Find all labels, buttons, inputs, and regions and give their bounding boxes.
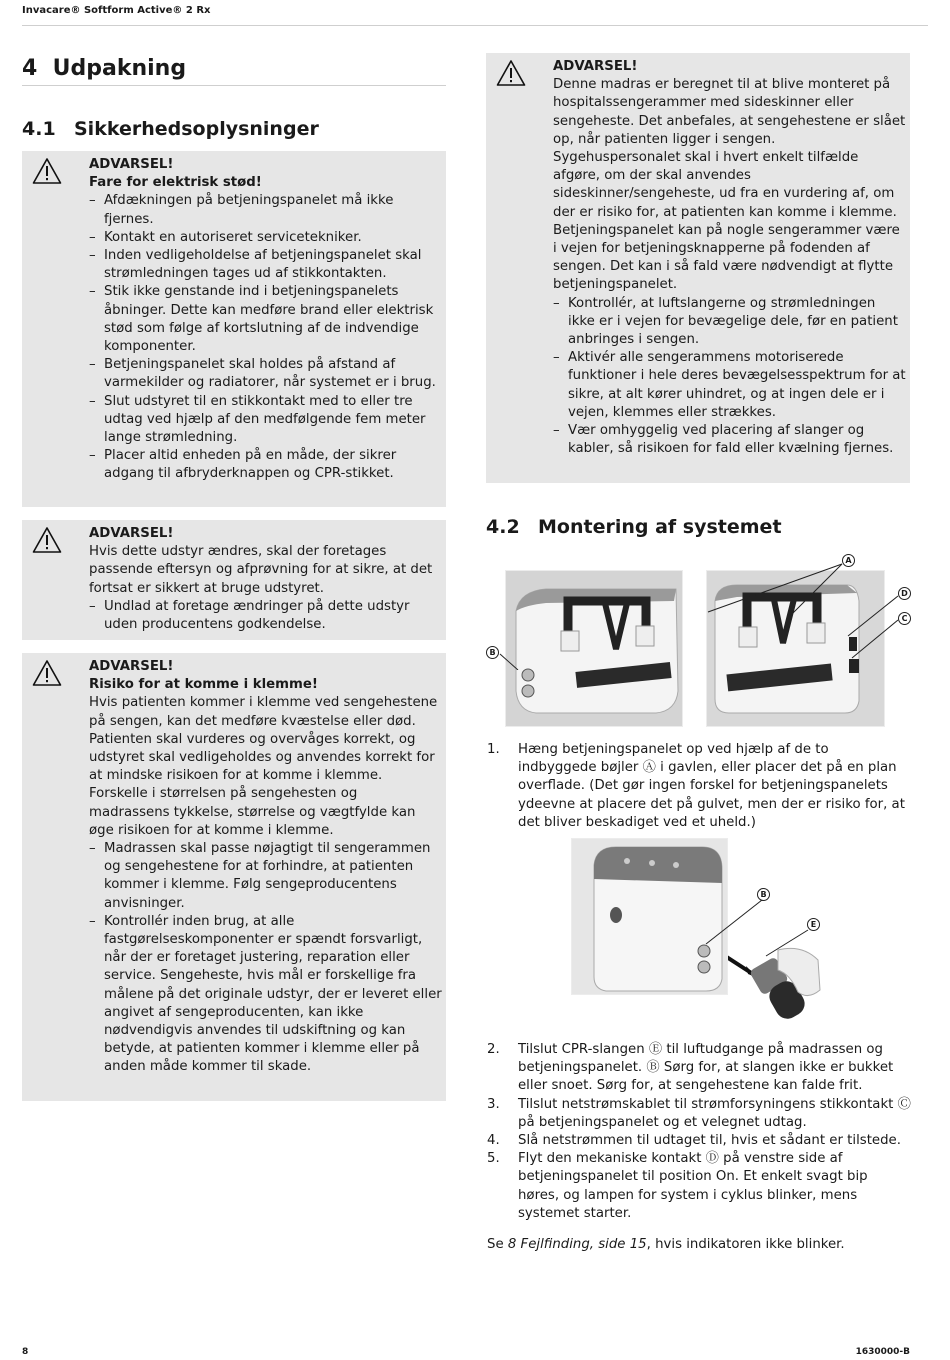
- warning-triangle-icon: [496, 59, 526, 87]
- warning-triangle-icon: [32, 157, 62, 185]
- callout-leader-lines: [700, 890, 820, 960]
- warning-list-item: – Aktivér alle sengerammens motoriserede funktioner i hele deres bevægelsesspektrum for at sikre, at alt kører uhindret, og at ingen dele er i vejen, klemmes eller strækkes.: [553, 350, 906, 420]
- warning-list-item: – Kontakt en autoriseret servicetekniker.: [89, 229, 362, 245]
- chapter-heading: [22, 56, 186, 81]
- assembly-step-list-2: [487, 1041, 911, 1223]
- warning-text: Denne madras er beregnet til at blive monteret på hospitalssengerammer med sideskinner eller sengeheste. Det anbefales, at sengehestene er slået op, når patienten ligger i sengen. Sygehuspersonalet skal i hvert enkelt tilfælde afgøre, om der skal anvendes sideskinner/sengeheste, ud fra en vurdering af, om der er risiko for, at patienten kan komme i klemme.: [553, 77, 906, 220]
- section-title: Sikkerhedsoplysninger: [74, 118, 319, 140]
- callout-leader-lines: [486, 550, 906, 670]
- warning-list-item: – Madrassen skal passe nøjagtigt til sengerammen og sengehestene for at forhindre, at patienten kommer i klemme. Følg sengeproducentens anvisninger.: [89, 841, 431, 911]
- warning-box-side-rails: [486, 53, 910, 483]
- warning-label: ADVARSEL!: [553, 59, 638, 74]
- warning-text: Betjeningspanelet kan på nogle sengerammer være i vejen for betjeningsknapperne på fodenden af sengen. Det kan i så fald være nødvendigt at flytte betjeningspanelet.: [553, 222, 900, 293]
- section-number: 4.2: [486, 516, 520, 538]
- warning-list-item: – Inden vedligeholdelse af betjeningspanelet skal strømledningen tages ud af stikkontakten.: [89, 248, 422, 282]
- chapter-title: Udpakning: [52, 56, 187, 81]
- callout-b: B: [486, 646, 499, 659]
- warning-box-electric-shock: [22, 151, 446, 507]
- warning-box-entrapment: [22, 653, 446, 1101]
- header-divider: [22, 25, 928, 26]
- warning-list-item: – Kontrollér inden brug, at alle fastgørelseskomponenter er spændt forsvarligt, når der er foretaget justering, reparation eller service. Sengeheste, hvis mål er forskellige fra målene på det originale udstyr, der er leveret eller angivet af sengeproducenten, kan ikke nødvendigvis anvendes til udskiftning og kan betyde, at patienten kommer i klemme eller på anden måde kommer til skade.: [89, 913, 442, 1075]
- assembly-step-list-1: [487, 741, 911, 832]
- warning-triangle-icon: [32, 526, 62, 554]
- warning-list-item: – Kontrollér, at luftslangerne og strømledningen ikke er i vejen for bevægelige dele, før en patient anbringes i sengen.: [553, 295, 898, 348]
- warning-content: [89, 156, 442, 484]
- document-id: 1630000-B: [855, 1347, 910, 1357]
- assembly-step: 3. Tilslut netstrømskablet til strømforsyningens stikkontakt Ⓒ på betjeningspanelet og et velegnet udtag.: [487, 1096, 911, 1130]
- warning-text: Hvis dette udstyr ændres, skal der foretages passende eftersyn og afprøvning for at sikre, at det fortsat er sikkert at bruge udstyret.: [89, 544, 433, 596]
- document-header: Invacare® Softform Active® 2 Rx: [22, 5, 211, 16]
- assembly-step: 4. Slå netstrømmen til udtaget til, hvis et sådant er tilstede.: [487, 1133, 901, 1149]
- warning-list-item: – Slut udstyret til en stikkontakt med to eller tre udtag ved hjælp af den medfølgende fem meter lange strømledning.: [89, 393, 426, 446]
- warning-list-item: – Undlad at foretage ændringer på dette udstyr uden producentens godkendelse.: [89, 598, 410, 633]
- warning-heading: Risiko for at komme i klemme!: [89, 677, 318, 693]
- troubleshooting-link[interactable]: 8 Fejlfinding, side 15: [507, 1237, 647, 1252]
- warning-list-item: – Betjeningspanelet skal holdes på afstand af varmekilder og radiatorer, når systemet er i brug.: [89, 357, 436, 391]
- assembly-step: 2. Tilslut CPR-slangen Ⓔ til luftudgange på madrassen og betjeningspanelet. Ⓑ Sørg for, at slangen ikke er bukket eller snoet. Sørg for, at sengehestene kan falde frit.: [487, 1042, 894, 1094]
- warning-heading: Fare for elektrisk stød!: [89, 175, 262, 191]
- warning-label: ADVARSEL!: [89, 526, 174, 541]
- callout-a: A: [842, 554, 855, 567]
- warning-triangle-icon: [32, 659, 62, 687]
- section-number: 4.1: [22, 118, 56, 140]
- see-also-paragraph: Se 8 Fejlfinding, side 15, hvis indikatoren ikke blinker.: [487, 1237, 845, 1252]
- section-heading-4-1: [22, 118, 319, 140]
- assembly-step: 5. Flyt den mekaniske kontakt Ⓓ på venstre side af betjeningspanelet til position On. Et enkelt svagt bip høres, og lampen for system i cyklus blinker, mens systemet starter.: [487, 1151, 868, 1221]
- section-title: Montering af systemet: [538, 516, 782, 538]
- warning-content: [89, 525, 442, 634]
- callout-d: D: [898, 587, 911, 600]
- callout-b: B: [757, 888, 770, 901]
- warning-list-item: – Vær omhyggelig ved placering af slanger og kabler, så risikoen for fald eller kvælning fjernes.: [553, 423, 894, 457]
- warning-content: [553, 58, 906, 458]
- warning-list-item: – Afdækningen på betjeningspanelet må ikke fjernes.: [89, 193, 394, 227]
- chapter-number: 4: [22, 56, 38, 81]
- warning-box-modification: [22, 520, 446, 640]
- warning-list-item: – Stik ikke genstande ind i betjeningspanelets åbninger. Dette kan medføre brand eller elektrisk stød som følge af kortslutning af de indvendige komponenter.: [89, 284, 434, 355]
- callout-c: C: [898, 612, 911, 625]
- page-number: 8: [22, 1347, 29, 1357]
- warning-label: ADVARSEL!: [89, 157, 174, 172]
- chapter-divider: [22, 85, 446, 86]
- callout-e: E: [807, 918, 820, 931]
- warning-text: Hvis patienten kommer i klemme ved sengehestene på sengen, kan det medføre kvæstelse eller død. Patienten skal vurderes og overvåges korrekt, og udstyret skal vedligeholdes og anvendes korrekt for at mindske risikoen for at komme i klemme. Forskelle i størrelsen på sengehesten og madrassens tykkelse, størrelse og vægtfylde kan øge risikoen for at komme i klemme.: [89, 695, 438, 838]
- warning-content: [89, 658, 442, 1077]
- warning-list-item: – Placer altid enheden på en måde, der sikrer adgang til afbryderknappen og CPR-stikket.: [89, 448, 397, 482]
- section-heading-4-2: [486, 516, 782, 538]
- assembly-step: 1. Hæng betjeningspanelet op ved hjælp af de to indbyggede bøjler Ⓐ i gavlen, eller placer det på en plan overflade. (Det gør ingen forskel for betjeningspanelets ydeevne at placere det på gulvet, men der er risiko for, at det bliver beskadiget ved et uheld.): [487, 742, 905, 830]
- warning-label: ADVARSEL!: [89, 659, 174, 674]
